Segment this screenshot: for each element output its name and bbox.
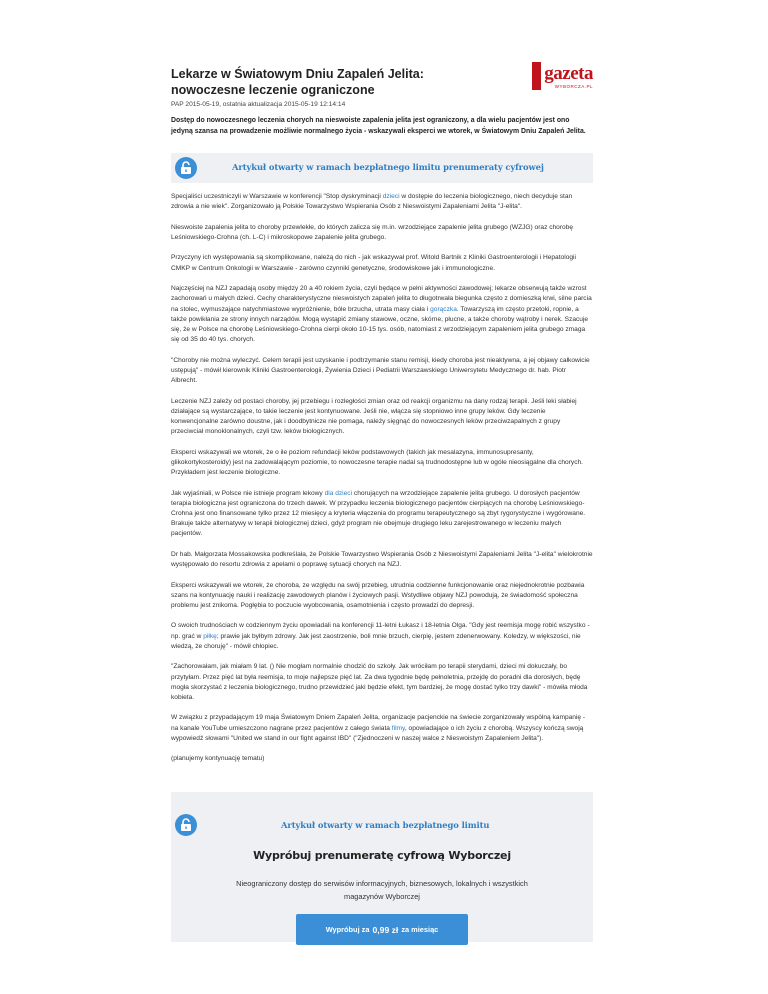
paywall-description: Nieograniczony dostęp do serwisów informacyjnych, biznesowych, lokalnych i wszystkich magazynów Wyborczej [236,879,528,901]
paragraph-text: Specjaliści uczestniczyli w Warszawie w konferencji "Stop dyskryminacji [171,193,383,200]
article-header [171,62,593,98]
paywall-box [171,792,593,942]
subscribe-button[interactable] [296,914,468,945]
paragraph [171,489,593,540]
paragraph [171,192,593,212]
paragraph: "Zachorowałam, jak miałam 9 lat. () Nie mogłam normalnie chodzić do szkoły. Jak wróciłam po terapii sterydami, dzieci mi dokuczały, bo przytyłam. Przez pięć lat była reemisja, to moje najlepsze pięć lat. Za dwa tygodnie będę pełnoletnia, przejdę do poradni dla dorosłych, będę mogła skorzystać z leczenia biologicznego, trudno przewidzieć jaki będzie efekt, tym bardziej, że mogę dostać tylko trzy dawki" - mówiła młoda kobieta. [171,663,588,701]
subscribe-button-suffix: za miesiąc [401,925,439,934]
paragraph: "Choroby nie można wyleczyć. Celem terapii jest uzyskanie i podtrzymanie stanu remisji, kiedy choroba jest nieaktywna, a jej objawy całkowicie ustępują" - mówił kierownik Kliniki Gastroenterologii, Żywienia Dzieci i Pediatrii Warszawskiego Uniwersytetu Medycznego dr. hab. Piotr Albrecht. [171,356,590,385]
paragraph-text: Najczęściej na NZJ zapadają osoby między 20 a 40 rokiem życia, czyli będące w pełni aktywności zawodowej; lekarze obserwują także wzrost zachorowań u małych dzieci. Cechy charakterystyczne nieswoistych zapaleń jelita to długotrwała biegunka często z domieszką krwi, silne parcia na stolec, wymuszające natychmiastowe wypróżnienie, bóle brzucha, utrata masy ciała i [171,285,592,313]
page-title [171,66,501,98]
title-line-2: nowoczesne leczenie ograniczone [171,83,375,97]
paragraph: Eksperci wskazywali we wtorek, że o ile poziom refundacji leków podstawowych (takich jak mesalazyna, immunosupresanty, glikokortykosteroidy) jest na zadowalającym poziomie, to nowoczesne terapie nadal są trudnodostępne lub w ogóle nieosiągalne dla chorych. Przykładem jest leczenie biologiczne. [171,448,583,477]
paragraph-text: chorujących na wrzodziejące zapalenie jelita grubego. U dorosłych pacjentów terapia biologiczna jest ograniczona do trzech dawek. W przypadku leczenia biologicznego pacjentów cierpiących na chorobę Leśniowskiego-Crohna jest ono finansowane tylko przez 12 miesięcy a kryteria włączenia do programu terapeutycznego są zbyt rygorystyczne i wygórowane. Brakuje także alternatywy w terapii biologicznej dzieci, gdyż program nie obejmuje drugiego leku zarejestrowanego w leczeniu małych pacjentów. [171,489,586,538]
link-pilke[interactable]: piłkę [203,632,217,640]
link-dzieci[interactable]: dzieci [382,193,400,200]
paragraph-text: . Towarzyszą im często przetoki, ropnie, a także powikłania ze strony innych narządów. Mogą wystąpić zmiany stawowe, oczne, skórne, płucne, a także choroby wątroby i nerek. Szacuje się, że w Polsce na chorobę Leśniowskiego-Crohna cierpi około 10-15 tys. osób, natomiast z wrzodziejącym zapaleniem jelita grubego zmaga się od 35 do 40 tys. chorych. [171,305,589,344]
link-dla-dzieci[interactable]: dla dzieci [324,489,353,497]
paragraph [171,621,593,652]
paragraph [171,284,593,345]
article-lead: Dostęp do nowoczesnego leczenia chorych na nieswoiste zapalenia jelita jest ograniczony, a dla wielu pacjentów jest ono jedyną szansa na prowadzenie możliwie normalnego życia - wskazywali eksperci we wtorek, w Światowym Dniu Zapaleń Jelita. [171,117,586,135]
link-filmy[interactable]: filmy [391,724,405,732]
paragraph-text: Jak wyjaśniali, w Polsce nie istnieje program lekowy [171,489,325,497]
paragraph: Nieswoiste zapalenia jelita to choroby przewlekłe, do których zalicza się m.in. wrzodziejące zapalenie jelita grubego (WZJG) oraz chorobę Leśniowskiego-Crohna (ch. L-C) i mikroskopowe zapalenie jelita grubego. [171,223,574,241]
gazeta-logo[interactable] [532,62,593,90]
free-limit-banner-text: Artykuł otwarty w ramach bezpłatnego limitu prenumeraty cyfrowej [232,162,544,172]
paragraph-text: w dostępie do leczenia biologicznego, niech decyduje stan zdrowia a nie wiek". Zorganizowało ją Polskie Towarzystwo Wspierania Osób z Nieswoistymi Zapaleniami Jelita "J-elita". [171,193,573,211]
article-meta: PAP 2015-05-19, ostatnia aktualizacja 2015-05-19 12:14:14 [171,101,346,108]
paragraph: Przyczyny ich występowania są skomplikowane, należą do nich - jak wskazywał prof. Witold Bartnik z Kliniki Gastroenterologii i Hepatologii CMKP w Centrum Onkologii w Warszawie - zarówno czynniki genetyczne, środowiskowe jak i immunologiczne. [171,254,576,272]
link-goraczka[interactable]: gorączka [430,305,457,313]
subscribe-button-label: Wypróbuj za [325,925,370,934]
paragraph: (planujemy kontynuację tematu) [171,755,265,763]
title-line-1: Lekarze w Światowym Dniu Zapaleń Jelita: [171,67,424,81]
paywall-title: Wypróbuj prenumeratę cyfrową Wyborczej [253,849,511,862]
paragraph-text: W związku z przypadającym 19 maja Światowym Dniem Zapaleń Jelita, organizacje pacjenckie na świecie zorganizowały wspólną kampanię - na kanale YouTube umieszczono nagrane przez pacjentów z całego świata [171,714,586,732]
paragraph [171,713,593,744]
paragraph-text: , opowiadające o ich życiu z chorobą. Wszyscy kończą swoją wypowiedź słowami "United we stand in our fight against IBD" ("Zjednoczeni w naszej walce z Nieswoistym Zapaleniem Jelita"). [171,724,584,742]
logo-mark-icon [532,62,541,90]
unlock-icon [175,157,197,179]
paragraph-text: O swoich trudnościach w codziennym życiu opowiadali na konferencji 11-letni Łukasz i 18-letnia Olga. "Gdy jest reemisja mogę robić wszystko - np. grać w [171,622,590,640]
paragraph: Dr hab. Małgorzata Mossakowska podkreślała, że Polskie Towarzystwo Wspierania Osób z Nieswoistymi Zapaleniami Jelita "J-elita" wielokrotnie występowało do resortu zdrowia z apelami o poprawę sytuacji chorych na NZJ. [171,550,593,569]
paragraph: Eksperci wskazywali we wtorek, że choroba, ze względu na swój przebieg, utrudnia codzienne funkcjonowanie oraz niejednokrotnie pozbawia szans na kontynuację nauki i realizację zawodowych planów i życiowych pasji. Wstydliwe objawy NZJ powodują, że świadomość społeczna problemu jest znikoma. Pogłębia to poczucie wyobcowania, osamotnienia i często prowadzi do depresji. [171,581,585,609]
logo-subtext: WYBORCZA.PL [554,83,593,89]
free-limit-banner [171,153,593,183]
article-body [171,192,593,775]
paragraph-text: ; prawie jak byłbym zdrowy. Jak jest zaostrzenie, boli mnie brzuch, cierpię, jestem zdenerwowany. Koledzy, w większości, nie wiedzą, że choruję" - mówił chłopiec. [171,632,581,650]
logo-text: gazeta [544,62,593,84]
unlock-icon [175,814,197,836]
paragraph: Leczenie NZJ zależy od postaci choroby, jej przebiegu i rozległości zmian oraz od reakcji organizmu na dany rodzaj terapii. Jeśli leki słabiej działające są wystarczające, to takie leczenie jest kontynuowane. Jeśli nie, włącza się stopniowo inne grupy leków. Gdy leczenie konwencjonalne zarówno doustne, jak i doodbytnicze nie pomaga, należy sięgnąć do nowoczesnych leków przeciwzapalnych z grupy przeciwciał monoklonalnych, czyli tzw. leków biologicznych. [171,397,577,436]
paywall-banner-text: Artykuł otwarty w ramach bezpłatnego limitu [281,820,490,830]
subscribe-button-price: 0,99 zł [372,924,399,935]
